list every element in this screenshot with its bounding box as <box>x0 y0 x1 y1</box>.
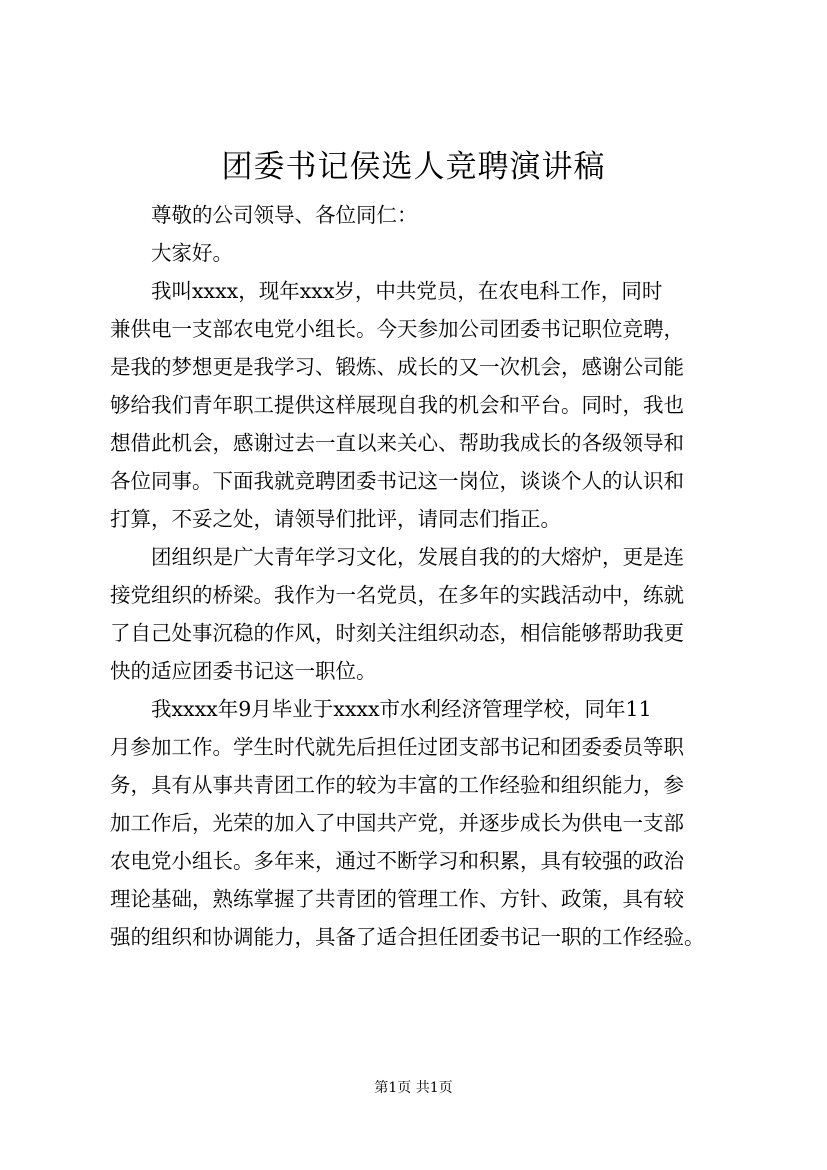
paragraph-2-line-4: 快的适应团委书记这一职位。 <box>110 659 377 683</box>
document-title: 团委书记侯选人竞聘演讲稿 <box>221 149 606 185</box>
salutation-line: 尊敬的公司领导、各位同仁： <box>151 203 418 227</box>
paragraph-1-line-6: 各位同事。下面我就竞聘团委书记这一岗位，谈谈个人的认识和 <box>110 469 684 493</box>
paragraph-1-line-7: 打算，不妥之处，请领导们批评，请同志们指正。 <box>110 507 561 531</box>
paragraph-2-line-1: 团组织是广大青年学习文化，发展自我的的大熔炉，更是连 <box>151 545 684 569</box>
document-body <box>110 196 730 956</box>
paragraph-3-line-1: 我xxxx年9月毕业于xxxx市水利经济管理学校，同年11 <box>151 697 652 721</box>
paragraph-1-line-2: 兼供电一支部农电党小组长。今天参加公司团委书记职位竞聘， <box>110 317 684 341</box>
paragraph-3-line-4: 加工作后，光荣的加入了中国共产党，并逐步成长为供电一支部 <box>110 811 684 835</box>
page-number-footer: 第1页 共1页 <box>374 1080 453 1096</box>
paragraph-3-line-5: 农电党小组长。多年来，通过不断学习和积累，具有较强的政治 <box>110 849 684 873</box>
paragraph-2-line-3: 了自己处事沉稳的作风，时刻关注组织动态，相信能够帮助我更 <box>110 621 684 645</box>
greeting-line: 大家好。 <box>151 241 233 265</box>
paragraph-2-line-2: 接党组织的桥梁。我作为一名党员，在多年的实践活动中，练就 <box>110 583 684 607</box>
paragraph-3-line-2: 月参加工作。学生时代就先后担任过团支部书记和团委委员等职 <box>110 735 684 759</box>
paragraph-1-line-5: 想借此机会，感谢过去一直以来关心、帮助我成长的各级领导和 <box>110 431 684 455</box>
paragraph-3-line-3: 务，具有从事共青团工作的较为丰富的工作经验和组织能力，参 <box>110 773 684 797</box>
paragraph-1-line-3: 是我的梦想更是我学习、锻炼、成长的又一次机会，感谢公司能 <box>110 355 684 379</box>
paragraph-1-line-4: 够给我们青年职工提供这样展现自我的机会和平台。同时，我也 <box>110 393 684 417</box>
paragraph-3-line-6: 理论基础，熟练掌握了共青团的管理工作、方针、政策，具有较 <box>110 887 684 911</box>
paragraph-3-line-7: 强的组织和协调能力，具备了适合担任团委书记一职的工作经验。 <box>110 925 705 949</box>
paragraph-1-line-1: 我叫xxxx，现年xxx岁，中共党员，在农电科工作，同时 <box>151 279 663 303</box>
